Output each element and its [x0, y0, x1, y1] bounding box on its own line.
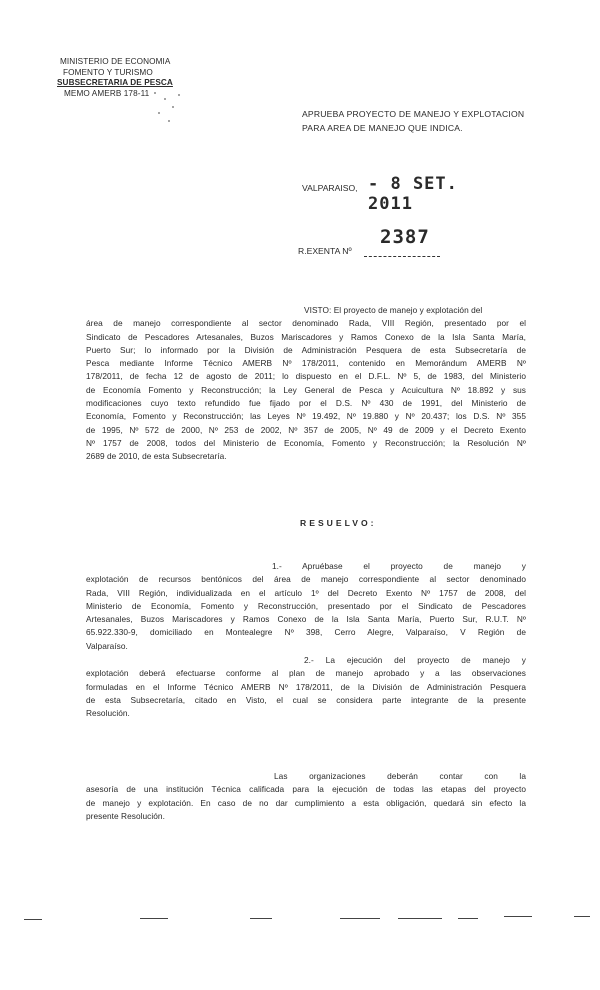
item-2-line: formuladas en el Informe Técnico AMERB Nº 178/2011, de la División de Administración Pesquera	[86, 681, 526, 692]
subject-line-2: PARA AREA DE MANEJO QUE INDICA.	[302, 122, 463, 133]
resuelvo-title: RESUELVO:	[300, 518, 377, 528]
visto-line: Economía, Fomento y Reconstrucción; las Leyes Nº 19.492, Nº 19.880 y Nº 20.437; los D.S. Nº 355	[86, 411, 526, 422]
resolution-item-3	[86, 770, 526, 823]
footer-dash	[340, 918, 380, 919]
header-line-memo: MEMO AMERB 178-11	[64, 88, 150, 98]
resolution-number: 2387	[380, 226, 430, 248]
item-2-line: explotación deberá efectuarse conforme al plan de manejo aprobado y a las observaciones	[86, 668, 526, 679]
visto-line: 178/2011, de fecha 12 de agosto de 2011; lo dispuesto en el D.F.L. Nº 5, de 1983, del Ministerio	[86, 371, 526, 382]
visto-line: área de manejo correspondiente al sector denominado Rada, VIII Región, presentado por el	[86, 318, 526, 329]
item-1-line: Ministerio de Economía, Fomento y Reconstrucción, presentado por el Sindicato de Pescadores	[86, 600, 526, 611]
header-line-ministry: MINISTERIO DE ECONOMIA	[60, 57, 171, 66]
visto-line: de 1995, Nº 572 de 2000, Nº 253 de 2002, Nº 357 de 2005, Nº 49 de 2009 y el Decreto Exento	[86, 424, 526, 435]
footer-dash	[504, 916, 532, 917]
subject-line-1: APRUEBA PROYECTO DE MANEJO Y EXPLOTACION	[302, 109, 525, 119]
item-1-line: explotación de recursos bentónicos del área de manejo correspondiente al sector denominado	[86, 574, 526, 585]
item-3-line: presente Resolución.	[86, 810, 165, 821]
resolution-item-2	[86, 654, 526, 720]
item-3-line: Las organizaciones deberán contar con la	[274, 771, 526, 781]
resolution-number-block	[298, 224, 498, 264]
visto-line: Pesca mediante Informe Técnico AMERB Nº 178/2011, contenido en Memorándum AMERB Nº	[86, 358, 526, 369]
footer-dash	[458, 918, 478, 919]
visto-line: 2689 de 2010, de esta Subsecretaría.	[86, 451, 227, 462]
visto-line: VISTO: El proyecto de manejo y explotación del	[304, 305, 483, 315]
item-1-line: 1.- Apruébase el proyecto de manejo y	[272, 561, 526, 571]
footer-dash	[140, 918, 168, 919]
footer-dash	[24, 919, 42, 920]
visto-paragraph	[86, 304, 526, 464]
item-3-line: de manejo y explotación. En caso de no dar cumplimiento a esta obligación, quedará sin efecto la	[86, 797, 526, 808]
footer-dash	[574, 916, 590, 917]
item-1-line: Artesanales, Buzos Mariscadores y Ramos Conexo de la Isla Santa María, Puerto Sur, R.U.T. Nº	[86, 614, 526, 625]
item-2-line: 2.- La ejecución del proyecto de manejo y	[304, 655, 526, 665]
header-line-fomento: FOMENTO Y TURISMO	[63, 67, 153, 77]
header-line-subsecretaria: SUBSECRETARIA DE PESCA	[57, 78, 173, 88]
place-date	[302, 174, 502, 214]
city-label: VALPARAISO,	[302, 183, 358, 193]
footer-dash	[250, 918, 272, 919]
visto-line: Sindicato de Pescadores Artesanales, Buzos Mariscadores y Ramos Conexo de la Isla Santa María,	[86, 331, 526, 342]
item-1-line: 65.922.330-9, domiciliado en Montealegre Nº 398, Cerro Alegre, Valparaíso, V Región de	[86, 627, 526, 638]
item-1-line: Valparaíso.	[86, 640, 128, 651]
visto-line: Nº 1757 de 2008, todos del Ministerio de Economía, Fomento y Reconstrucción; la Resolución Nº	[86, 437, 526, 448]
date-stamp: - 8 SET. 2011	[368, 174, 458, 214]
resolution-number-underline	[364, 256, 440, 257]
visto-line: de Economía Fomento y Reconstrucción; la Ley General de Pesca y Acuicultura Nº 18.892 y sus	[86, 384, 526, 395]
footer-dash	[398, 918, 442, 919]
stamp-marks	[150, 90, 190, 130]
visto-line: modificaciones cuyo texto refundido fue fijado por el D.S. Nº 430 de 1991, del Ministerio de	[86, 398, 526, 409]
item-2-line: de esta Subsecretaría, citado en Visto, el cual se considera parte integrante de la presente	[86, 694, 526, 705]
item-1-line: Rada, VIII Región, individualizada en el artículo 1º del Decreto Exento Nº 1757 de 2008, del	[86, 587, 526, 598]
item-2-line: Resolución.	[86, 708, 130, 719]
resolution-subject	[302, 108, 562, 135]
resolution-item-1	[86, 560, 526, 653]
item-3-line: asesoría de una institución Técnica calificada para la ejecución de todas las etapas del proyecto	[86, 784, 526, 795]
resolution-label: R.EXENTA Nº	[298, 246, 352, 256]
visto-line: Puerto Sur; lo informado por la División de Administración Pesquera de esta Subsecretaría de	[86, 344, 526, 355]
